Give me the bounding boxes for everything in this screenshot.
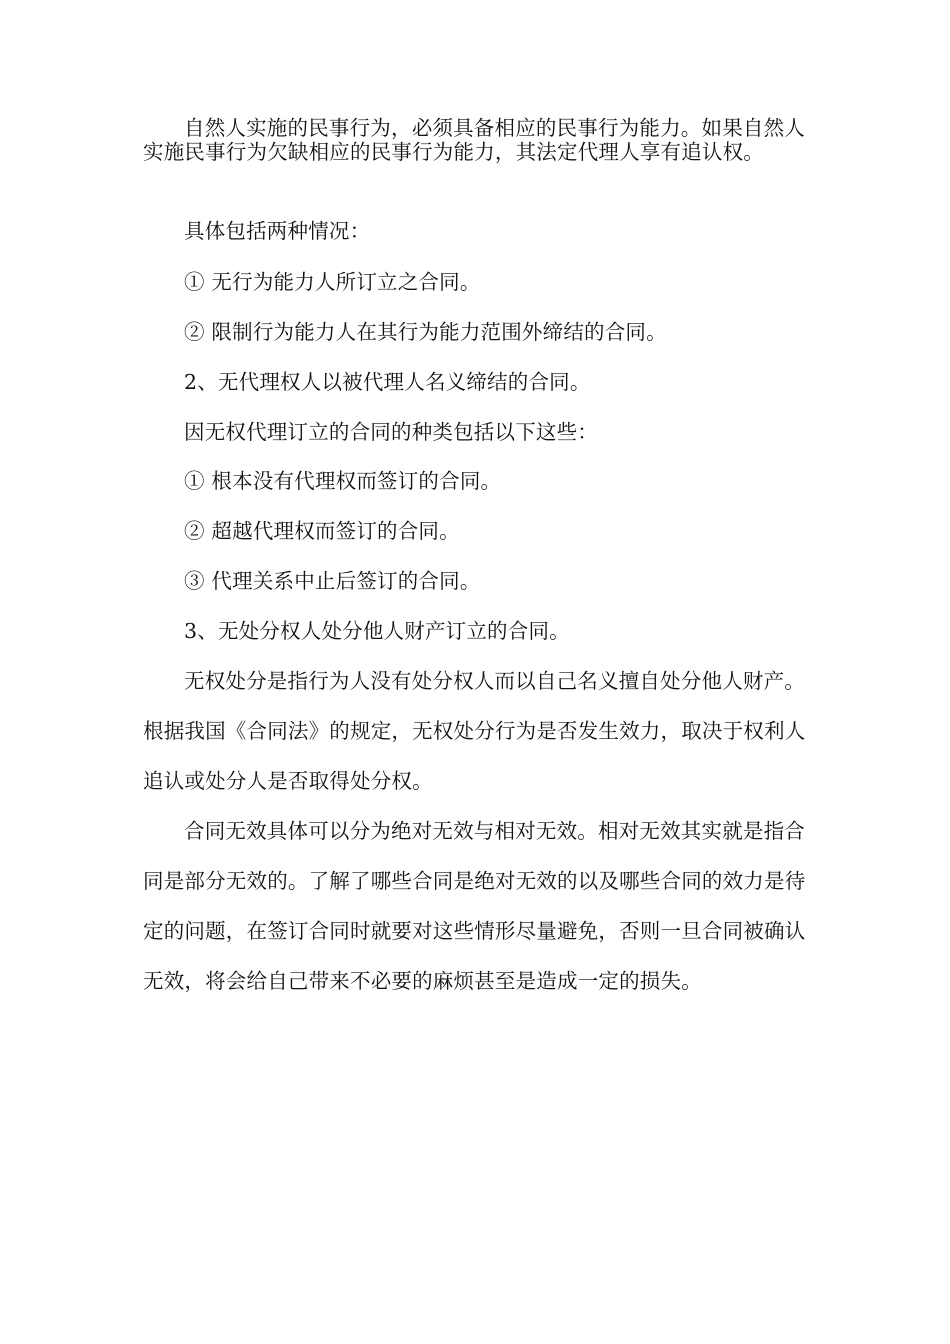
paragraph-two-cases: 具体包括两种情况：	[184, 219, 371, 243]
paragraph-agent-types: 因无权代理订立的合同的种类包括以下这些：	[184, 420, 598, 444]
heading-unauthorized-agent: 2、无代理权人以被代理人名义缔结的合同。	[184, 370, 591, 394]
list-item-terminated-agency: ③ 代理关系中止后签订的合同。	[184, 569, 481, 593]
paragraph-contract-invalidity: 合同无效具体可以分为绝对无效与相对无效。相对无效其实就是指合同是部分无效的。了解了哪些合同是绝对无效的以及哪些合同的效力是待定的问题，在签订合同时就要对这些情形尽量避免，否则一旦合同被确认无效，将会给自己带来不必要的麻烦甚至是造成一定的损失。	[143, 819, 806, 993]
heading-no-disposal-right: 3、无处分权人处分他人财产订立的合同。	[184, 619, 570, 643]
paragraph-unauthorized-disposal: 无权处分是指行为人没有处分权人而以自己名义擅自处分他人财产。根据我国《合同法》的规定，无权处分行为是否发生效力，取决于权利人追认或处分人是否取得处分权。	[143, 669, 806, 793]
list-item-limited-capacity: ② 限制行为能力人在其行为能力范围外缔结的合同。	[184, 320, 667, 344]
paragraph-natural-person: 自然人实施的民事行为，必须具备相应的民事行为能力。如果自然人实施民事行为欠缺相应的民事行为能力，其法定代理人享有追认权。	[143, 116, 805, 164]
list-item-no-capacity: ① 无行为能力人所订立之合同。	[184, 270, 481, 294]
list-item-no-authority: ① 根本没有代理权而签订的合同。	[184, 469, 502, 493]
list-item-exceed-authority: ② 超越代理权而签订的合同。	[184, 519, 460, 543]
